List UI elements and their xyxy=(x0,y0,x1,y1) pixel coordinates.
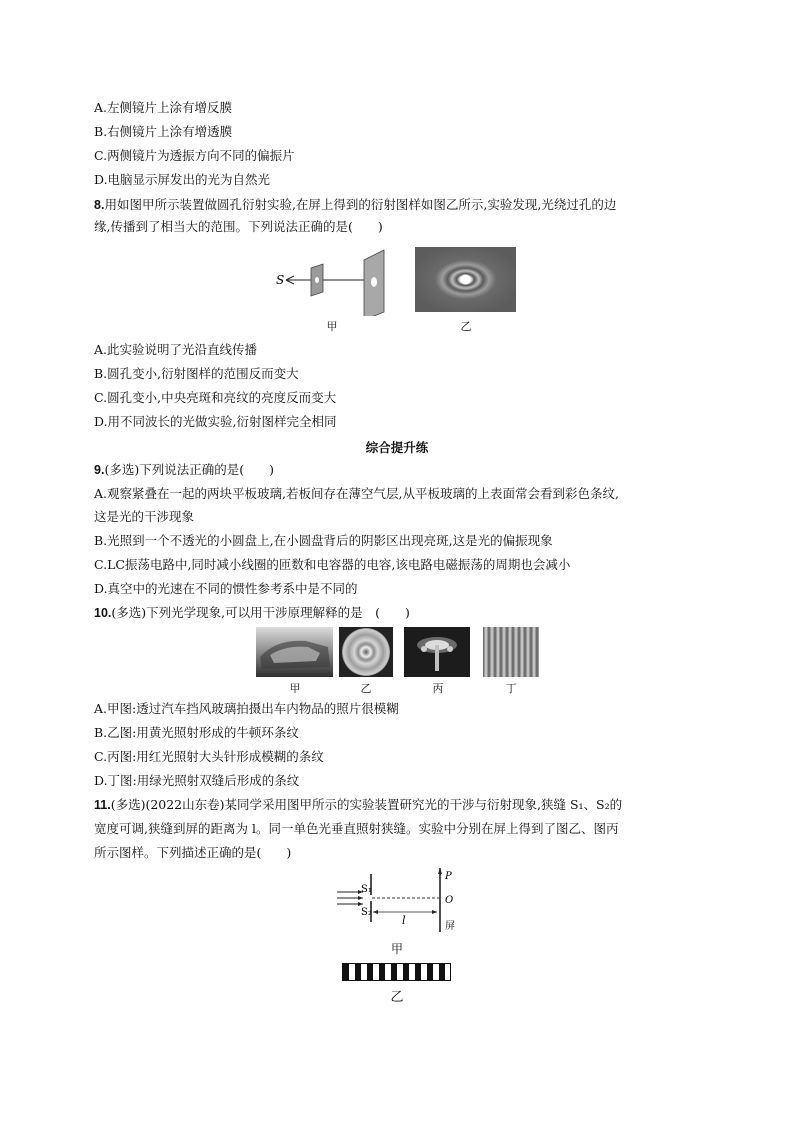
q10-image-yi-newton-rings xyxy=(339,627,393,677)
q11-label-s1: S₁ xyxy=(361,884,372,895)
q7-option-c: C.两侧镜片为透振方向不同的偏振片 xyxy=(94,148,295,163)
q10-caption-jia: 甲 xyxy=(289,682,301,695)
q8-number: 8. xyxy=(94,198,105,212)
q11-figure-yi-stripes xyxy=(342,963,451,981)
q10-option-c: C.丙图:用红光照射大头针形成模糊的条纹 xyxy=(94,749,324,764)
q11-caption-yi: 乙 xyxy=(390,990,404,1005)
q10-caption-yi: 乙 xyxy=(360,682,372,695)
q7-option-b: B.右侧镜片上涂有增透膜 xyxy=(94,124,233,139)
q9-option-b: B.光照到一个不透光的小圆盘上,在小圆盘背后的阴影区出现亮斑,这是光的偏振现象 xyxy=(94,533,553,548)
q8-option-c: C.圆孔变小,中央亮斑和亮纹的亮度反而变大 xyxy=(94,390,337,405)
q8-option-d: D.用不同波长的光做实验,衍射图样完全相同 xyxy=(94,414,337,429)
q8-figure-jia xyxy=(272,246,402,316)
q11-stem-line3: 所示图样。下列描述正确的是( ) xyxy=(94,845,292,860)
q7-option-d: D.电脑显示屏发出的光为自然光 xyxy=(94,172,271,187)
q9-stem-text: (多选)下列说法正确的是( ) xyxy=(104,462,274,477)
q9-option-a: A.观察紧叠在一起的两块平板玻璃,若板间存在薄空气层,从平板玻璃的上表面常会看到彩色条纹, xyxy=(94,486,619,501)
q8-stem-text1: 用如图甲所示装置做圆孔衍射实验,在屏上得到的衍射图样如图乙所示,实验发现,光绕过孔的边 xyxy=(104,197,617,212)
q8-stem-line1 xyxy=(94,197,616,213)
q8-caption-yi: 乙 xyxy=(460,320,472,333)
q11-figure-jia-setup xyxy=(335,866,465,936)
q10-caption-bing: 丙 xyxy=(432,682,444,695)
q9-option-a-cont: 这是光的干涉现象 xyxy=(94,509,195,524)
q10-number: 10. xyxy=(94,606,112,620)
q10-image-ding-double-slit xyxy=(483,627,539,677)
q8-figure-yi-diffraction-pattern xyxy=(415,247,516,312)
q10-option-b: B.乙图:用黄光照射形成的牛顿环条纹 xyxy=(94,725,299,740)
q8-caption-jia: 甲 xyxy=(326,320,338,333)
q11-label-screen: 屏 xyxy=(445,921,455,932)
q9-stem xyxy=(94,462,274,478)
q10-caption-ding: 丁 xyxy=(505,682,517,695)
q11-stem-line2: 宽度可调,狭缝到屏的距离为 l。同一单色光垂直照射狭缝。实验中分别在屏上得到了图乙、图丙 xyxy=(94,821,619,836)
q11-stem-line1 xyxy=(94,797,622,813)
q9-number: 9. xyxy=(94,463,105,477)
q10-option-a: A.甲图:透过汽车挡风玻璃拍摄出车内物品的照片很模糊 xyxy=(94,701,399,716)
q10-stem-text: (多选)下列光学现象,可以用干涉原理解释的是 ( ) xyxy=(111,605,410,620)
q8-option-a: A.此实验说明了光沿直线传播 xyxy=(94,342,258,357)
q8-stem-line2: 缘,传播到了相当大的范围。下列说法正确的是( ) xyxy=(94,219,383,234)
q11-label-p: P xyxy=(445,871,452,882)
q10-stem xyxy=(94,605,410,621)
q10-image-bing-pin-fringes xyxy=(404,627,470,677)
q11-label-l: l xyxy=(402,914,406,927)
q11-label-s2: S₂ xyxy=(361,907,372,918)
q10-option-d: D.丁图:用绿光照射双缝后形成的条纹 xyxy=(94,773,300,788)
q9-option-c: C.LC振荡电路中,同时减小线圈的匝数和电容器的电容,该电路电磁振荡的周期也会减小 xyxy=(94,557,571,572)
q9-option-d: D.真空中的光速在不同的惯性参考系中是不同的 xyxy=(94,581,358,596)
q11-stem-text1: (多选)(2022山东卷)某同学采用图甲所示的实验装置研究光的干涉与衍射现象,狭缝 S₁、S₂的 xyxy=(110,797,623,812)
q7-option-a: A.左侧镜片上涂有增反膜 xyxy=(94,100,233,115)
q8-fig-label-s: S xyxy=(276,273,285,287)
q11-caption-jia: 甲 xyxy=(390,942,403,956)
q10-image-jia-windshield xyxy=(256,627,333,677)
q11-number: 11. xyxy=(94,798,111,812)
q11-label-o: O xyxy=(445,895,454,906)
q8-option-b: B.圆孔变小,衍射图样的范围反而变大 xyxy=(94,366,299,381)
section-title: 综合提升练 xyxy=(365,440,429,455)
